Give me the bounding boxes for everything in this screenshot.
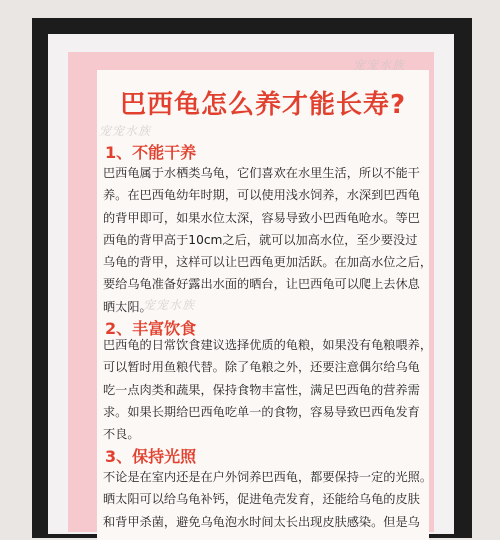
body-line: 的背甲即可，如果水位太深，容易导致小巴西龟呛水。等巴 [103,210,420,225]
body-line: 要给乌龟准备好露出水面的晒台，让巴西龟可以爬上去休息 [103,277,420,292]
body-line: 巴西龟属于水栖类乌龟，它们喜欢在水里生活，所以不能干 [103,166,420,180]
section-body-1 [103,162,433,318]
body-line: 不论是在室内还是在户外饲养巴西龟，都要保持一定的光照。 [103,470,433,484]
body-line: 西龟的背甲高于10cm之后，就可以加高水位，至少要没过 [103,232,418,247]
body-line: 巴西龟的日常饮食建议选择优质的龟粮，如果没有龟粮喂养， [103,338,433,352]
body-line: 不良。 [103,427,140,442]
body-line: 晒太阳可以给乌龟补钙，促进龟壳发育，还能给乌龟的皮肤 [103,492,420,507]
body-line: 和背甲杀菌，避免乌龟泡水时间太长出现皮肤感染。但是乌 [103,514,420,529]
body-line: 乌龟的背甲，这样可以让巴西龟更加活跃。在加高水位之后， [103,255,433,270]
page-title: 巴西龟怎么养才能长寿? [119,90,407,120]
section-body-2 [103,334,433,445]
watermark-left: 宠宠水族 [99,124,152,138]
section-heading-3: 3、保持光照 [105,447,197,466]
body-line: 求。如果长期给巴西龟吃单一的食物，容易导致巴西龟发育 [103,404,420,419]
watermark-mid: 宠宠水族 [143,298,196,312]
body-line: 养。在巴西龟幼年时期，可以使用浅水饲养，水深到巴西龟 [103,188,420,203]
watermark-top: 宠宠水族 [353,58,406,72]
section-heading-1: 1、不能干养 [105,143,197,162]
body-line: 吃一点肉类和蔬果，保持食物丰富性，满足巴西龟的营养需 [103,382,420,397]
poster-card [97,58,433,540]
section-body-3 [103,466,433,533]
body-line: 晒太阳。 [103,299,152,314]
section-heading-2: 2、丰富饮食 [105,319,197,338]
body-line: 可以暂时用鱼粮代替。除了龟粮之外，还要注意偶尔给乌龟 [103,360,420,375]
